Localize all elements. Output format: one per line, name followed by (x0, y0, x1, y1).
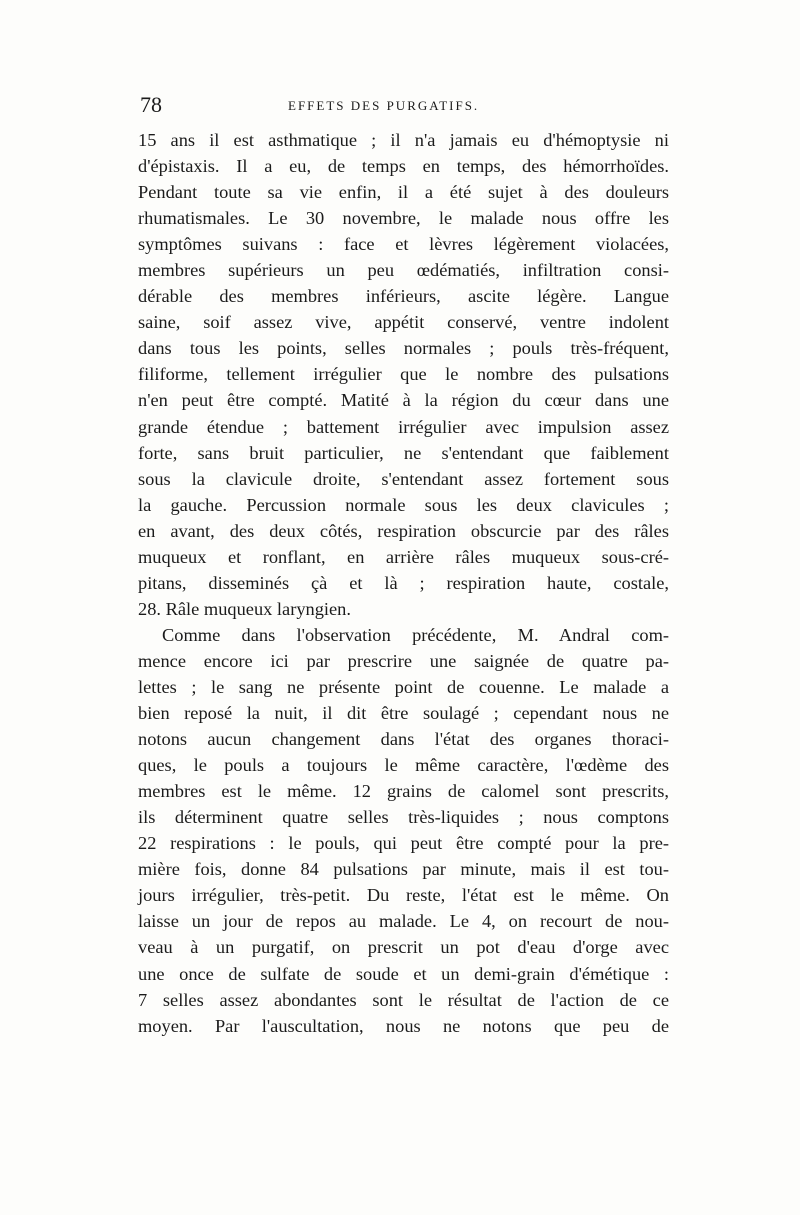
text-line: 28. Râle muqueux laryngien. (138, 598, 351, 619)
text-line: jours irrégulier, très-petit. Du reste, l'état est le même. On (138, 885, 669, 906)
text-line: notons aucun changement dans l'état des organes thoraci- (138, 729, 669, 750)
text-line: forte, sans bruit particulier, ne s'entendant que faiblement (138, 442, 669, 463)
text-line: membres supérieurs un peu œdématiés, infiltration consi- (138, 260, 669, 281)
text-line: veau à un purgatif, on prescrit un pot d'eau d'orge avec (138, 937, 669, 958)
text-line: ques, le pouls a toujours le même caractère, l'œdème des (138, 755, 669, 776)
text-line: une once de sulfate de soude et un demi-grain d'émétique : (138, 963, 669, 984)
text-line: dans tous les points, selles normales ; pouls très-fréquent, (138, 338, 669, 359)
text-line: dérable des membres inférieurs, ascite légère. Langue (138, 286, 669, 307)
text-line: n'en peut être compté. Matité à la région du cœur dans une (138, 390, 669, 411)
text-line: bien reposé la nuit, il dit être soulagé ; cependant nous ne (138, 703, 669, 724)
page-number: 78 (140, 92, 162, 117)
text-line: laisse un jour de repos au malade. Le 4, on recourt de nou- (138, 911, 669, 932)
text-line: saine, soif assez vive, appétit conservé, ventre indolent (138, 312, 669, 333)
text-line: Comme dans l'observation précédente, M. Andral com- (162, 624, 669, 645)
text-line: en avant, des deux côtés, respiration obscurcie par des râles (138, 520, 669, 541)
text-line: d'épistaxis. Il a eu, de temps en temps, des hémorrhoïdes. (138, 156, 669, 177)
text-line: Pendant toute sa vie enfin, il a été sujet à des douleurs (138, 182, 669, 203)
running-title: EFFETS DES PURGATIFS. (288, 98, 480, 113)
text-line: muqueux et ronflant, en arrière râles muqueux sous-cré- (138, 546, 669, 567)
text-line: 15 ans il est asthmatique ; il n'a jamais eu d'hémoptysie ni (138, 130, 669, 150)
text-line: la gauche. Percussion normale sous les deux clavicules ; (138, 494, 669, 515)
text-line: mière fois, donne 84 pulsations par minute, mais il est tou- (138, 859, 669, 880)
text-line: ils déterminent quatre selles très-liquides ; nous comptons (138, 807, 669, 828)
text-line: grande étendue ; battement irrégulier avec impulsion assez (138, 416, 669, 437)
text-line: 7 selles assez abondantes sont le résultat de l'action de ce (138, 989, 669, 1010)
paragraph-1 (138, 127, 669, 622)
text-line: rhumatismales. Le 30 novembre, le malade nous offre les (138, 208, 669, 229)
text-line: moyen. Par l'auscultation, nous ne notons que peu de (138, 1015, 669, 1036)
text-line: mence encore ici par prescrire une saignée de quatre pa- (138, 650, 669, 671)
page-header (138, 92, 670, 122)
body-text (138, 127, 669, 1039)
paragraph-2 (138, 622, 669, 1039)
text-line: membres est le même. 12 grains de calomel sont prescrits, (138, 781, 669, 802)
text-line: lettes ; le sang ne présente point de couenne. Le malade a (138, 676, 669, 697)
text-line: sous la clavicule droite, s'entendant assez fortement sous (138, 468, 669, 489)
text-line: symptômes suivans : face et lèvres légèrement violacées, (138, 234, 669, 255)
text-line: filiforme, tellement irrégulier que le nombre des pulsations (138, 364, 669, 385)
text-line: pitans, disseminés çà et là ; respiration haute, costale, (138, 572, 669, 593)
text-line: 22 respirations : le pouls, qui peut être compté pour la pre- (138, 833, 669, 854)
